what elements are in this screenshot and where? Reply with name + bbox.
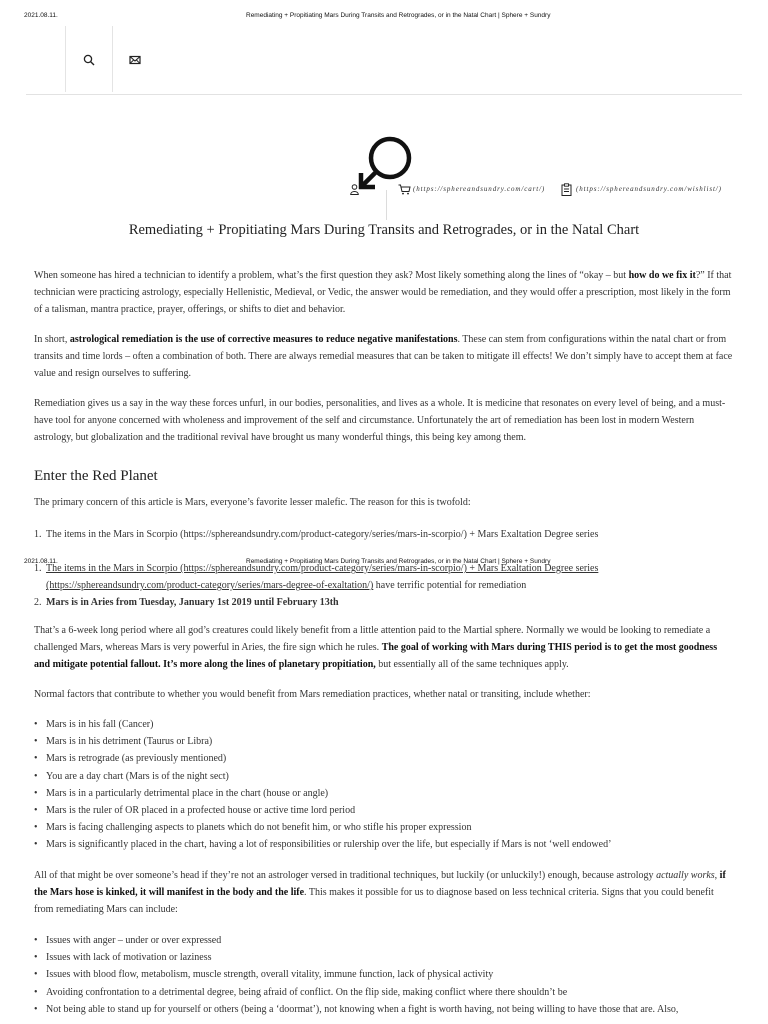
list-item: • Avoiding confrontation to a detrimental degree, being afraid of conflict. On the flip side, making conflict where there shouldn’t be [34,984,734,1001]
list-item: • Mars is retrograde (as previously mentioned) [34,750,734,767]
list-item: • Mars is significantly placed in the chart, having a lot of responsibilities or rulership over the life, but especially if Mars is not ‘well endowed’ [34,836,734,853]
list-item: • You are a day chart (Mars is of the night sect) [34,768,734,785]
list-item: • Mars is in his detriment (Taurus or Libra) [34,733,734,750]
list-item: • Mars is the ruler of OR placed in a profected house or active time lord period [34,802,734,819]
list-item: • Issues with blood flow, metabolism, muscle strength, overall vitality, immune function, lack of physical activity [34,966,734,983]
list-item: 1. The items in the Mars in Scorpio (https://sphereandsundry.com/product-category/series/mars-in-scorpio/) + Mars Exaltation Degree series [34,529,599,540]
header-divider [386,190,387,220]
section-heading: Enter the Red Planet [34,468,158,484]
list-item: • Mars is in a particularly detrimental place in the chart (house or angle) [34,785,734,802]
page-break [0,540,768,550]
factors-list [34,716,734,854]
print-title: Remediating + Propitiating Mars During Transits and Retrogrades, or in the Natal Chart | Sphere + Sundry [246,558,551,565]
print-date: 2021.08.11. [24,12,58,19]
paragraph-six-weeks: That’s a 6-week long period where all god’s creatures could likely benefit from a little attention paid to the Martial sphere. Normally we would be looking to remediate a challenged Mars, whereas Mars is very powerful in Aries, the fire sign which he rules. The goal of working with Mars during THIS period is to get the most goodness and mitigate potential fallout. It’s more along the lines of planetary propitiation, but essentially all of the same techniques apply. [34,625,718,670]
print-title: Remediating + Propitiating Mars During Transits and Retrogrades, or in the Natal Chart | Sphere + Sundry [246,12,551,19]
reasons-list [34,526,734,540]
page-2 [0,550,768,1024]
running-header [0,8,768,22]
reasons-list-continued [34,560,734,612]
search-icon[interactable] [83,54,95,66]
paragraph-remediation: Remediation gives us a say in the way these forces unfurl, in our bodies, personalities, and lives as a whole. It is medicine that resonates on every level of being, and a must-have tool for anyone concerned with wholeness and improvement of the self and circumstance. Unfortunately the art of remediation has been lost in modern Western astrology, but globalization and the traditional revival have brought us many wonderful things, this being key among them. [34,398,726,443]
list-item: • Mars is facing challenging aspects to planets which do not benefit him, or who stifle his proper expression [34,819,734,836]
paragraph-diagnosis: All of that might be over someone’s head if they’re not an astrologer versed in traditional techniques, but luckily (or unluckily!) enough, because astrology actually works, if the Mars hose is kinked, it will manifest in the body and the life. This makes it possible for us to diagnose based on less technical criteria. Signs that you could benefit from remediating Mars can include: [34,870,726,915]
list-item: • Issues with anger – under or over expressed [34,932,734,949]
wishlist-icon[interactable] [561,183,572,196]
print-date: 2021.08.11. [24,558,58,565]
list-item: • Not being able to stand up for yourself or others (being a ‘doormat’), not knowing when a fight is worth having, not being willing to have those that are. Also, [34,1001,734,1018]
site-navbar [26,26,742,95]
list-item: (https://sphereandsundry.com/product-category/series/mars-degree-of-exaltation/) have terrific potential for remediation [46,580,527,592]
list-item: 1. The items in the Mars in Scorpio (https://sphereandsundry.com/product-category/series/mars-in-scorpio/) + Mars Exaltation Degree series [34,563,599,574]
paragraph-normal-factors: Normal factors that contribute to whether you would benefit from Mars remediation practices, whether natal or transiting, include whether: [34,689,591,700]
paragraph-definition: In short, astrological remediation is the use of corrective measures to reduce negative manifestations. These can stem from configurations within the natal chart or from transits and time lords – often a combination of both. There are always remedial measures that can be taken to mitigate ill effects! We don’t simply have to accept them at face value and resign ourselves to suffering. [34,334,733,379]
signs-list [34,932,734,1018]
paragraph-intro: When someone has hired a technician to identify a problem, what’s the first question they ask? Most likely something along the lines of “okay – but how do we fix it?” If that technician were practicing astrology, especially Hellenistic, Medieval, or Vedic, the answer would be remediation, and they would offer a prescription, most likely in the form of a talisman, mantra practice, prayer, offerings, or shifts to diet and behavior. [34,270,732,315]
cart-link[interactable]: (https://sphereandsundry.com/cart/) [413,185,546,193]
user-icon[interactable] [350,184,359,195]
paragraph-primary-concern: The primary concern of this article is Mars, everyone’s favorite lesser malefic. The reason for this is twofold: [34,497,471,508]
nav-divider [65,26,66,92]
list-item: 2. Mars is in Aries from Tuesday, January 1st 2019 until February 13th [34,597,339,609]
article-title: Remediating + Propitiating Mars During Transits and Retrogrades, or in the Natal Chart [128,222,640,238]
cart-icon[interactable] [398,184,411,195]
mail-icon[interactable] [129,54,141,66]
list-item: • Issues with lack of motivation or laziness [34,949,734,966]
wishlist-link[interactable]: (https://sphereandsundry.com/wishlist/) [576,185,722,193]
nav-divider [112,26,113,92]
list-item: • Mars is in his fall (Cancer) [34,716,734,733]
